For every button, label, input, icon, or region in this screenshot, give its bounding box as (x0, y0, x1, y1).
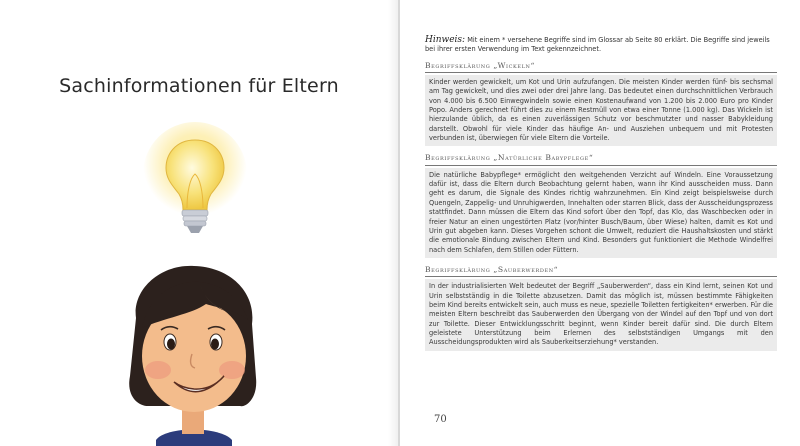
page-content (425, 36, 777, 358)
page-number: 70 (434, 414, 447, 425)
spine-shadow (388, 0, 398, 446)
page-title: Sachinformationen für Eltern (59, 75, 339, 97)
section-heading-wickeln: Begriffsklärung „Wickeln“ (425, 61, 777, 73)
smiling-child-illustration (108, 258, 278, 446)
note-text: Mit einem * versehene Begriffe sind im Glossar ab Seite 80 erklärt. Die Begriffe sind jeweils bei ihrer ersten Verwendung im Text gekennzeichnet. (425, 36, 770, 54)
section-body-wickeln: Kinder werden gewickelt, um Kot und Urin aufzufangen. Die meisten Kinder werden fünf- bis sechsmal am Tag gewickelt, und dies zwei oder drei Jahre lang. Das bedeutet einen durchschnittlichen Verbrauch von 4.000 bis 6.500 Einwegwindeln sowie einen Kostenaufwand von 1.200 bis 2.000 Euro pro Kinder Popo. Anders gerechnet führt dies zu einem Restmüll von etwa einer Tonne (1.000 kg). Das Wickeln ist hierzulande üblich, da es einen zuverlässigen Schutz vor beschmutzter und nasser Babykleidung darstellt. Obwohl für viele Kinder das häufige An- und Ausziehen unbequem und mit Protesten verbunden ist, überwiegen für viele Eltern die Vorteile. (425, 75, 777, 146)
light-bulb-icon (140, 122, 250, 254)
section-body-babypflege: Die natürliche Babypflege* ermöglicht den weitgehenden Verzicht auf Windeln. Eine Voraussetzung dafür ist, dass die Eltern durch Beobachtung gelernt haben, wann ihr Kind ausscheiden muss. Dann geht es darum, die Signale des Kindes richtig wahrzunehmen. Ein Kind zeigt beispielsweise durch Quengeln, Zappelig- und Unruhigwerden, Innehalten oder starren Blick, dass der Ausscheidungsprozess stattfindet. Dann müssen die Eltern das Kind sofort über den Topf, das Klo, das Waschbecken oder in freier Natur an einen ungestörten Platz (vor/hinter Busch/Baum, über Wiese) halten, damit es Kot und Urin gut abgeben kann. Dieses Vorgehen schont die Umwelt, reduziert die Haushaltskosten und stärkt die emotionale Bindung zwischen Eltern und Kind. Besonders gut funktioniert die Methode Windelfrei nach dem Schlafen, dem Stillen oder Füttern. (425, 168, 777, 258)
book-spine (398, 0, 400, 446)
section-heading-babypflege: Begriffsklärung „Natürliche Babypflege“ (425, 153, 777, 165)
note (425, 36, 777, 55)
note-label: Hinweis: (425, 35, 466, 45)
left-page (0, 0, 398, 446)
section-body-sauberwerden: In der industrialisierten Welt bedeutet der Begriff „Sauberwerden“, dass ein Kind lernt, seinen Kot und Urin selbstständig in die Toilette abzusetzen. Damit das möglich ist, müssen bestimmte Fähigkeiten beim Kind bereits entwickelt sein, auch muss es neue, spezielle Toiletten fertigkeiten* erwerben. Für die meisten Eltern beschreibt das Sauberwerden den Übergang von der Windel auf den Topf und von dort zur Toilette. Dieser Entwicklungsschritt beginnt, wenn Kinder bereit dafür sind. Die durch Eltern geleistete Unterstützung beim Erlernen des selbstständigen Umgangs mit den Ausscheidungsprodukten wird als Sauberkeitserziehung* verstanden. (425, 279, 777, 350)
section-heading-sauberwerden: Begriffsklärung „Sauberwerden“ (425, 265, 777, 277)
right-page (401, 0, 800, 446)
